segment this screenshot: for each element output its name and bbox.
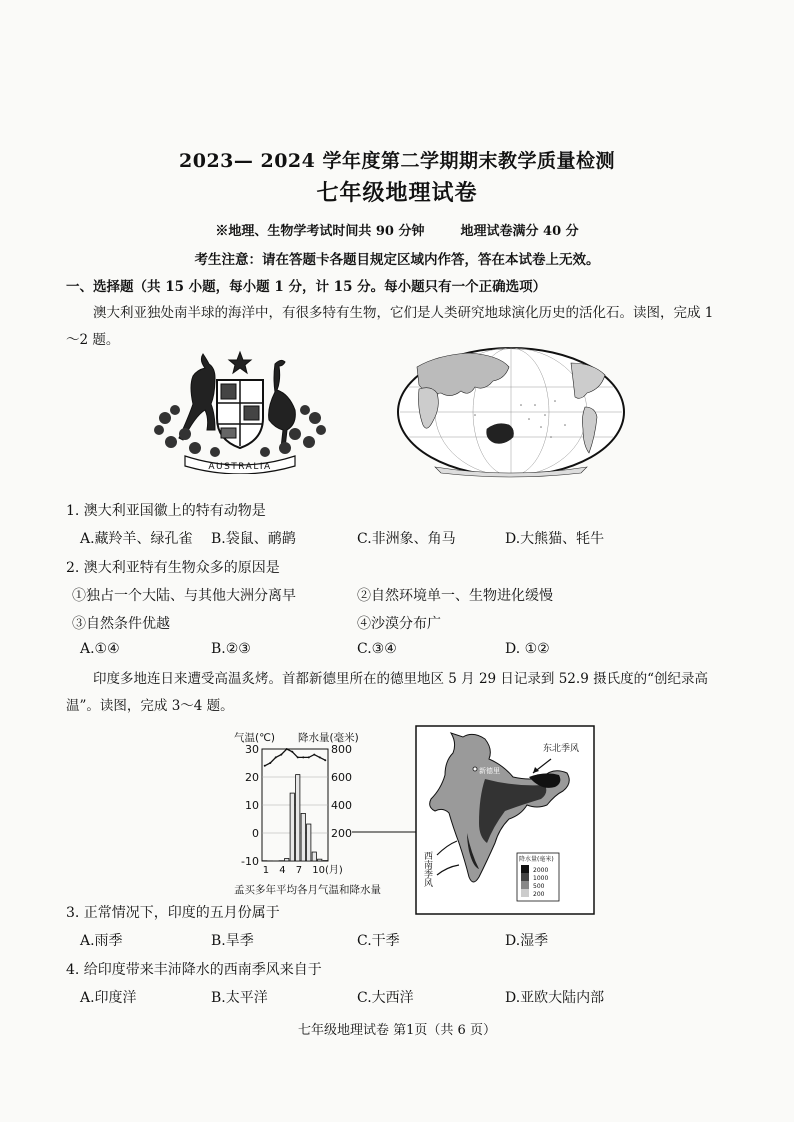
chart-caption: 孟买多年平均各月气温和降水量 [234, 884, 381, 896]
temperature-point [319, 756, 321, 758]
chart-left-tick-label: 30 [245, 743, 259, 756]
section-heading: 一、选择题（共 15 小题，每小题 1 分，计 15 分。每小题只有一个正确选项） [66, 279, 547, 295]
chart-left-axis-title: 气温(℃) [234, 732, 275, 744]
chart-left-tick-label: -10 [241, 855, 259, 868]
map-label-ne-monsoon: 东北季风 [543, 744, 580, 754]
precipitation-bar [301, 813, 305, 861]
chart-left-tick-label: 0 [252, 827, 259, 840]
q1-option-a: A.藏羚羊、绿孔雀 [80, 531, 193, 547]
map-label-sw-monsoon: 西南季风 [422, 851, 432, 887]
q2-statement-4: ④沙漠分布广 [357, 616, 441, 632]
temperature-point [269, 762, 271, 764]
temperature-point [324, 759, 326, 761]
q2-statement-1: ①独占一个大陆、与其他大洲分离早 [72, 588, 296, 604]
intro-paragraph-australia: 澳大利亚独处南半球的海洋中，有很多特有生物，它们是人类研究地球演化历史的活化石。读图，完成 1～2 题。 [66, 305, 714, 348]
exam-time-note [0, 220, 794, 239]
question-2-stem: 2. 澳大利亚特有生物众多的原因是 [66, 560, 280, 576]
map-city-label: 新德里 [479, 767, 500, 775]
map-legend-value-2: 1000 [533, 875, 549, 882]
intro-paragraph-india: 印度多地连日来遭受高温炙烤。首都新德里所在的德里地区 5 月 29 日记录到 52.9 摄氏度的“创纪录高温”。读图，完成 3～4 题。 [66, 671, 708, 714]
question-4-stem: 4. 给印度带来丰沛降水的西南季风来自于 [66, 962, 322, 978]
q4-option-c: C.大西洋 [357, 990, 414, 1006]
map-legend-value-3: 500 [533, 883, 545, 890]
temperature-point [280, 754, 282, 756]
page-footer: 七年级地理试卷 第1页（共 6 页） [298, 1023, 496, 1038]
q3-option-d: D.湿季 [505, 933, 549, 949]
chart-right-tick-label: 400 [331, 799, 352, 812]
temperature-point [286, 748, 288, 750]
question-1-stem: 1. 澳大利亚国徽上的特有动物是 [66, 503, 266, 519]
chart-right-tick-label: 200 [331, 827, 352, 840]
precipitation-bar [296, 775, 300, 861]
temperature-point [297, 756, 299, 758]
precipitation-bar [318, 859, 322, 861]
chart-left-tick-label: 20 [245, 771, 259, 784]
precipitation-bar [285, 858, 289, 861]
q2-statement-2: ②自然环境单一、生物进化缓慢 [357, 588, 553, 604]
q3-option-b: B.旱季 [211, 933, 254, 949]
exam-notice: 考生注意：请在答题卡各题目规定区域内作答，答在本试卷上无效。 [194, 252, 600, 268]
q3-option-a: A.雨季 [80, 933, 123, 949]
india-map-image [415, 725, 595, 915]
temperature-point [291, 751, 293, 753]
temperature-point [313, 754, 315, 756]
q3-option-c: C.干季 [357, 933, 400, 949]
chart-x-tick-label: 7 [295, 865, 303, 876]
q4-option-d: D.亚欧大陆内部 [505, 990, 605, 1006]
q4-option-a: A.印度洋 [80, 990, 137, 1006]
question-3-stem: 3. 正常情况下，印度的五月份属于 [66, 905, 280, 921]
map-legend-value-1: 2000 [533, 867, 549, 874]
q4-option-b: B.太平洋 [211, 990, 268, 1006]
precipitation-bar [307, 824, 311, 861]
map-legend-value-4: 200 [533, 891, 545, 898]
exam-time: ※地理、生物学考试时间共 90 分钟 [215, 224, 425, 239]
precipitation-bar [290, 793, 294, 861]
q2-statement-3: ③自然条件优越 [72, 616, 170, 632]
chart-left-tick-label: 10 [245, 799, 259, 812]
q2-option-d: D. ①② [505, 641, 550, 657]
chart-right-tick-label: 600 [331, 771, 352, 784]
temperature-point [264, 765, 266, 767]
full-score: 地理试卷满分 40 分 [460, 224, 579, 239]
australia-emblem-image [145, 348, 335, 474]
chart-x-tick-label: 4 [279, 865, 286, 876]
climate-chart [232, 727, 402, 897]
world-map-image [395, 345, 627, 479]
chart-right-tick-label: 800 [331, 743, 352, 756]
temperature-point [275, 756, 277, 758]
chart-x-tick-label: 10(月) [312, 865, 343, 876]
emblem-scroll-text: AUSTRALIA [208, 462, 272, 472]
exam-subtitle: 七年级地理试卷 [316, 180, 478, 206]
q2-option-a: A.①④ [80, 641, 120, 657]
precipitation-bar [312, 852, 316, 861]
temperature-point [302, 756, 304, 758]
q1-option-c: C.非洲象、角马 [357, 531, 456, 547]
temperature-point [308, 756, 310, 758]
map-legend-title: 降水量(毫米) [519, 856, 554, 863]
chart-x-tick-label: 1 [262, 865, 270, 876]
q1-option-d: D.大熊猫、牦牛 [505, 531, 605, 547]
q2-option-c: C.③④ [357, 641, 397, 657]
chart-right-axis-title: 降水量(毫米) [298, 732, 359, 744]
q1-option-b: B.袋鼠、鸸鹋 [211, 531, 296, 547]
exam-title: 2023— 2024 学年度第二学期期末教学质量检测 [179, 150, 615, 172]
temperature-line [265, 749, 326, 766]
q2-option-b: B.②③ [211, 641, 251, 657]
